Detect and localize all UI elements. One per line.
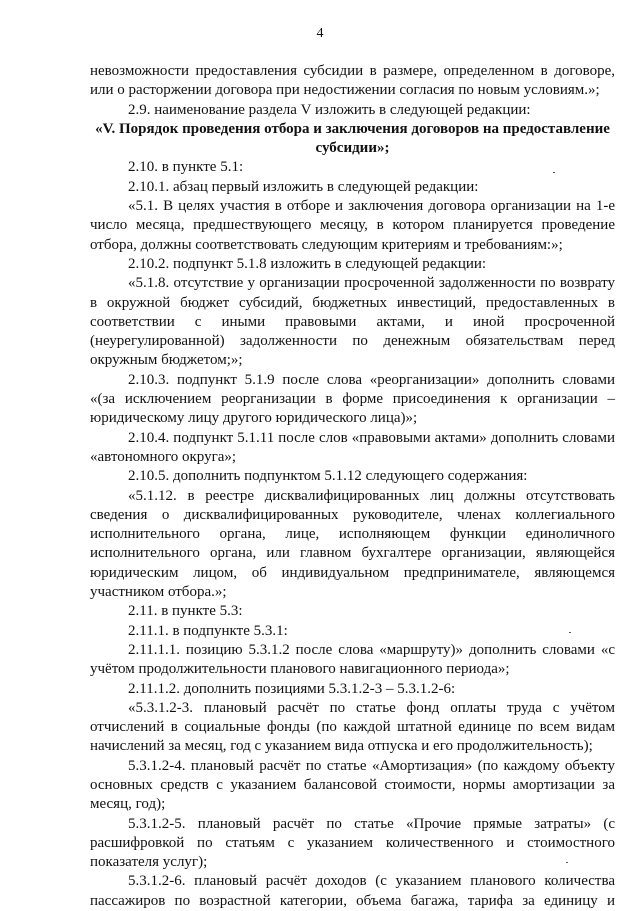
paragraph-2-11-1-2: 2.11.1.2. дополнить позициями 5.3.1.2-3 – 5.3.1.2-6: xyxy=(128,680,456,697)
document-body xyxy=(90,62,615,911)
paragraph-2-10-4: 2.10.4. подпункт 5.1.11 после слов «правовыми актами» дополнить словами «автономного округа»; xyxy=(90,429,615,465)
paragraph-2-11: 2.11. в пункте 5.3: xyxy=(128,603,243,620)
paragraph-5-1-8: «5.1.8. отсутствие у организации просроченной задолженности по возврату в окружной бюджет субсидий, бюджетных инвестиций, предоставленных в соответствии с иными правовыми актами, и иной просроченной (неурегулированной) задолженности по денежным обязательствам перед окружным бюджетом;»; xyxy=(90,275,615,369)
scan-speck xyxy=(553,172,555,173)
paragraph-2-10-3: 2.10.3. подпункт 5.1.9 после слова «реорганизации» дополнить словами «(за исключением реорганизации в форме присоединения к организации – юридическому лицу другого юридического лица)»; xyxy=(90,371,615,427)
paragraph-2-11-1: 2.11.1. в подпункте 5.3.1: xyxy=(128,622,288,639)
paragraph-5-1-12: «5.1.12. в реестре дисквалифицированных лиц должны отсутствовать сведения о дисквалифицированных руководителе, членах коллегиального исполнительного органа, лице, исполняющем функции единоличного исполнительного органа, или главном бухгалтере организации, являющейся юридическим лицом, об индивидуальном предпринимателе, являющемся участником отбора.»; xyxy=(90,487,615,601)
paragraph-5-3-1-2-3: «5.3.1.2-3. плановый расчёт по статье фонд оплаты труда с учётом отчислений в социальные фонды (по каждой штатной единице по всем видам начислений за месяц, год с указанием вида отпуска и его продолжительность); xyxy=(90,699,615,755)
section-v-heading: «V. Порядок проведения отбора и заключения договоров на предоставление субсидии»; xyxy=(95,120,610,157)
paragraph-2-10-5: 2.10.5. дополнить подпунктом 5.1.12 следующего содержания: xyxy=(128,468,528,485)
paragraph-5-1: «5.1. В целях участия в отборе и заключения договора организации на 1-е число месяца, предшествующего месяцу, в котором планируется проведение отбора, должны соответствовать следующим критериям и требованиям:»; xyxy=(90,198,615,253)
page-number: 4 xyxy=(316,26,324,41)
paragraph-2-11-1-1: 2.11.1.1. позицию 5.3.1.2 после слова «маршруту)» дополнить словами «с учётом продолжительности планового навигационного периода»; xyxy=(90,641,615,678)
paragraph-2-10-1: 2.10.1. абзац первый изложить в следующей редакции: xyxy=(128,178,479,195)
scan-speck xyxy=(569,632,571,633)
paragraph-2-10: 2.10. в пункте 5.1: xyxy=(128,159,244,176)
paragraph-2-10-2: 2.10.2. подпункт 5.1.8 изложить в следующей редакции: xyxy=(128,255,487,272)
paragraph-2-9: 2.9. наименование раздела V изложить в следующей редакции: xyxy=(128,101,531,118)
paragraph-5-3-1-2-4: 5.3.1.2-4. плановый расчёт по статье «Амортизация» (по каждому объекту основных средств с указанием балансовой стоимости, нормы амортизации за месяц, год); xyxy=(90,757,615,813)
paragraph-5-3-1-2-5: 5.3.1.2-5. плановый расчёт по статье «Прочие прямые затраты» (с расшифровкой по статьям с указанием количественного и стоимостного показателя услуг); xyxy=(90,815,615,871)
scan-speck xyxy=(566,862,568,863)
paragraph-subsidy-termination: невозможности предоставления субсидии в размере, определенном в договоре, или о расторжении договора при недостижении согласия по новым условиям.»; xyxy=(90,63,615,99)
paragraph-5-3-1-2-6: 5.3.1.2-6. плановый расчёт доходов (с указанием планового количества пассажиров по возрастной категории, объема багажа, тарифа за единицу и xyxy=(90,873,615,909)
